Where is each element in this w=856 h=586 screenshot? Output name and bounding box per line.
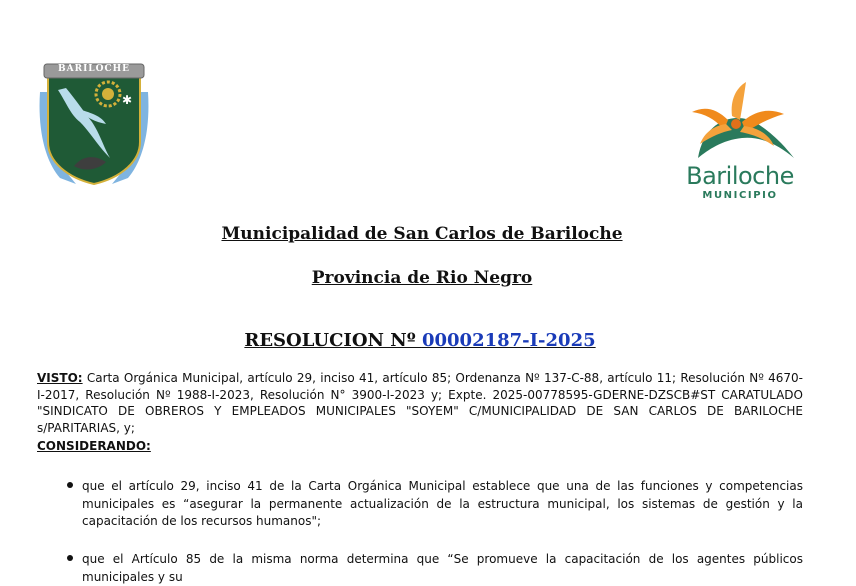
logo-subtitle: MUNICIPIO <box>702 190 778 201</box>
considerando-item: que el artículo 29, inciso 41 de la Carta Orgánica Municipal establece que una de las funciones y competencias municipales es “asegurar la permanente actualización de la estructura municipal, los sistemas de gestión y la capacitación de los recursos humanos"; <box>82 479 803 528</box>
considerando-label: CONSIDERANDO: <box>37 439 151 453</box>
logo-wordmark: Bariloche <box>686 162 794 190</box>
lily-flower-icon <box>676 80 804 164</box>
visto-paragraph <box>37 370 803 436</box>
resolution-prefix: RESOLUCION Nº <box>244 330 422 351</box>
bariloche-municipio-logo <box>676 80 804 204</box>
province-heading: Provincia de Rio Negro <box>311 268 533 288</box>
bariloche-crest-logo <box>36 62 152 188</box>
crest-banner-text: BARILOCHE <box>58 64 130 74</box>
resolution-number-link[interactable]: 00002187-I-2025 <box>421 330 596 351</box>
svg-text:✱: ✱ <box>122 93 133 107</box>
visto-label: VISTO: <box>37 371 83 385</box>
document-title: Municipalidad de San Carlos de Bariloche <box>221 224 623 244</box>
bullet-icon <box>67 482 73 488</box>
bullet-icon <box>67 555 73 561</box>
considerando-item: que el Artículo 85 de la misma norma determina que “Se promueve la capacitación de los agentes públicos municipales y su <box>82 552 803 584</box>
visto-text: Carta Orgánica Municipal, artículo 29, inciso 41, artículo 85; Ordenanza Nº 137-C-88, artículo 11; Resolución Nº 4670-I-2017, Resolución Nº 1988-I-2023, Resolución N° 3900-I-2023 y; Expte. 2025-00778595-GDERNE-DZSCB#ST CARATULADO "SINDICATO DE OBREROS Y EMPLEADOS MUNICIPALES "SOYEM" C/MUNICIPALIDAD DE SAN CARLOS DE BARILOCHE s/PARITARIAS, y; <box>37 371 803 435</box>
resolution-heading <box>0 330 840 351</box>
